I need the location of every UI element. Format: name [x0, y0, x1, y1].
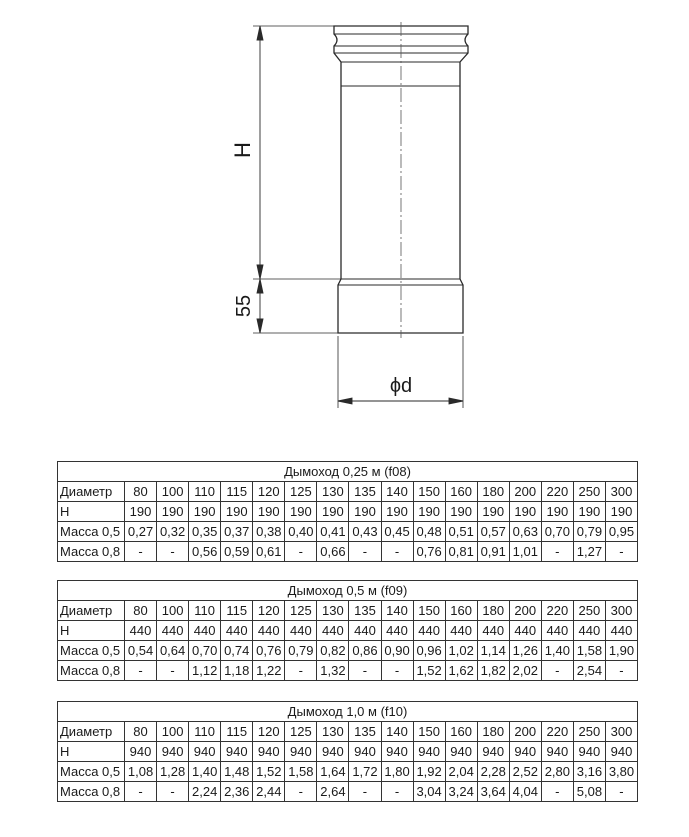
- row-mass-08: [58, 782, 638, 802]
- table-cell: 130: [317, 482, 349, 502]
- table-cell: 125: [285, 601, 317, 621]
- table-cell: 440: [509, 621, 541, 641]
- table-cell: 200: [509, 482, 541, 502]
- table-cell: 1,82: [477, 661, 509, 681]
- table-cell: 2,02: [509, 661, 541, 681]
- table-cell: 1,52: [253, 762, 285, 782]
- table-cell: 190: [381, 502, 413, 522]
- arrow-icon: [257, 319, 263, 333]
- table-cell: 120: [253, 601, 285, 621]
- table-cell: -: [541, 661, 573, 681]
- table-cell: 150: [413, 482, 445, 502]
- table-cell: 140: [381, 722, 413, 742]
- table-cell: 1,62: [445, 661, 477, 681]
- table-cell: 1,32: [317, 661, 349, 681]
- diameter-label: ϕd: [389, 375, 413, 397]
- table-cell: 940: [285, 742, 317, 762]
- arrow-icon: [257, 265, 263, 279]
- table-cell: -: [125, 542, 157, 562]
- table-cell: 940: [157, 742, 189, 762]
- table-cell: 0,51: [445, 522, 477, 542]
- table-cell: 160: [445, 601, 477, 621]
- table-cell: 0,59: [221, 542, 253, 562]
- table-cell: 125: [285, 722, 317, 742]
- table-cell: -: [157, 782, 189, 802]
- table-cell: 0,64: [157, 641, 189, 661]
- row-label: Диаметр: [58, 722, 125, 742]
- table-cell: 190: [413, 502, 445, 522]
- row-label: H: [58, 621, 125, 641]
- table-cell: -: [605, 542, 637, 562]
- table-cell: 190: [285, 502, 317, 522]
- table-cell: 120: [253, 722, 285, 742]
- row-height: [58, 502, 638, 522]
- table-cell: 440: [445, 621, 477, 641]
- table-cell: 0,81: [445, 542, 477, 562]
- row-label: Диаметр: [58, 601, 125, 621]
- table-cell: 4,04: [509, 782, 541, 802]
- table-cell: 1,12: [189, 661, 221, 681]
- table-cell: 940: [221, 742, 253, 762]
- table-cell: 940: [541, 742, 573, 762]
- table-cell: 2,28: [477, 762, 509, 782]
- table-cell: 190: [157, 502, 189, 522]
- row-label: Масса 0,8: [58, 782, 125, 802]
- table-cell: 3,16: [573, 762, 605, 782]
- table-cell: 130: [317, 601, 349, 621]
- table-cell: 2,36: [221, 782, 253, 802]
- table-cell: 115: [221, 722, 253, 742]
- table-cell: -: [605, 661, 637, 681]
- table-cell: 190: [125, 502, 157, 522]
- table-cell: 940: [509, 742, 541, 762]
- table-cell: 0,96: [413, 641, 445, 661]
- table-cell: 180: [477, 722, 509, 742]
- table-cell: -: [381, 661, 413, 681]
- table-cell: 110: [189, 482, 221, 502]
- table-cell: -: [541, 782, 573, 802]
- table-title: Дымоход 1,0 м (f10): [58, 702, 638, 722]
- table-cell: 0,74: [221, 641, 253, 661]
- table-cell: -: [157, 542, 189, 562]
- table-cell: 3,24: [445, 782, 477, 802]
- table-cell: 440: [317, 621, 349, 641]
- table-cell: -: [349, 542, 381, 562]
- table-cell: 125: [285, 482, 317, 502]
- table-cell: 1,64: [317, 762, 349, 782]
- table-cell: 135: [349, 722, 381, 742]
- table-cell: 100: [157, 722, 189, 742]
- row-label: Диаметр: [58, 482, 125, 502]
- arrow-icon: [338, 398, 352, 404]
- row-mass-08: [58, 661, 638, 681]
- table-cell: -: [381, 542, 413, 562]
- table-title-row: [58, 462, 638, 482]
- table-cell: 0,38: [253, 522, 285, 542]
- table-cell: 0,79: [573, 522, 605, 542]
- table-cell: 115: [221, 482, 253, 502]
- table-cell: 0,76: [413, 542, 445, 562]
- offset-label: 55: [233, 294, 255, 318]
- table-cell: 250: [573, 482, 605, 502]
- table-cell: 0,40: [285, 522, 317, 542]
- table-cell: 200: [509, 722, 541, 742]
- table-cell: 0,35: [189, 522, 221, 542]
- table-cell: 1,14: [477, 641, 509, 661]
- table-cell: 250: [573, 722, 605, 742]
- spec-table-05: [57, 580, 638, 681]
- table-cell: 80: [125, 601, 157, 621]
- table-cell: 1,90: [605, 641, 637, 661]
- table-cell: 440: [573, 621, 605, 641]
- table-cell: 0,43: [349, 522, 381, 542]
- table-cell: 1,01: [509, 542, 541, 562]
- row-label: Масса 0,5: [58, 641, 125, 661]
- table-cell: 300: [605, 722, 637, 742]
- table-cell: 1,80: [381, 762, 413, 782]
- table-cell: 180: [477, 482, 509, 502]
- table-cell: 5,08: [573, 782, 605, 802]
- table-cell: 110: [189, 722, 221, 742]
- row-label: Масса 0,5: [58, 762, 125, 782]
- table-cell: 1,58: [573, 641, 605, 661]
- arrow-icon: [257, 26, 263, 40]
- table-cell: 130: [317, 722, 349, 742]
- table-cell: 940: [605, 742, 637, 762]
- table-cell: 0,95: [605, 522, 637, 542]
- table-cell: 80: [125, 482, 157, 502]
- table-cell: 0,27: [125, 522, 157, 542]
- row-label: Масса 0,8: [58, 542, 125, 562]
- table-title: Дымоход 0,5 м (f09): [58, 581, 638, 601]
- table-cell: 0,61: [253, 542, 285, 562]
- table-cell: 190: [189, 502, 221, 522]
- table-cell: 940: [349, 742, 381, 762]
- table-cell: 940: [317, 742, 349, 762]
- row-mass-08: [58, 542, 638, 562]
- row-label: Масса 0,5: [58, 522, 125, 542]
- table-cell: 140: [381, 601, 413, 621]
- row-diameter: [58, 601, 638, 621]
- table-cell: -: [285, 661, 317, 681]
- table-cell: 220: [541, 601, 573, 621]
- table-cell: 940: [573, 742, 605, 762]
- table-cell: 190: [573, 502, 605, 522]
- table-cell: 200: [509, 601, 541, 621]
- table-cell: 440: [349, 621, 381, 641]
- table-cell: 190: [509, 502, 541, 522]
- table-cell: 3,04: [413, 782, 445, 802]
- table-cell: 1,40: [189, 762, 221, 782]
- table-cell: 2,54: [573, 661, 605, 681]
- table-cell: 0,86: [349, 641, 381, 661]
- table-cell: 1,08: [125, 762, 157, 782]
- table-cell: 2,24: [189, 782, 221, 802]
- table-cell: -: [541, 542, 573, 562]
- row-mass-05: [58, 522, 638, 542]
- table-cell: 120: [253, 482, 285, 502]
- table-cell: 940: [477, 742, 509, 762]
- table-cell: 440: [477, 621, 509, 641]
- table-cell: 3,64: [477, 782, 509, 802]
- table-cell: 1,52: [413, 661, 445, 681]
- table-title-row: [58, 702, 638, 722]
- table-cell: 0,45: [381, 522, 413, 542]
- table-cell: 190: [317, 502, 349, 522]
- row-mass-05: [58, 641, 638, 661]
- row-label: H: [58, 742, 125, 762]
- row-diameter: [58, 722, 638, 742]
- table-cell: 110: [189, 601, 221, 621]
- table-title-row: [58, 581, 638, 601]
- table-cell: 1,48: [221, 762, 253, 782]
- table-cell: 0,37: [221, 522, 253, 542]
- row-label: Масса 0,8: [58, 661, 125, 681]
- table-cell: 220: [541, 482, 573, 502]
- table-cell: 1,28: [157, 762, 189, 782]
- table-cell: -: [349, 661, 381, 681]
- table-cell: 440: [157, 621, 189, 641]
- table-cell: 160: [445, 482, 477, 502]
- table-cell: -: [349, 782, 381, 802]
- table-cell: 150: [413, 601, 445, 621]
- row-label: H: [58, 502, 125, 522]
- table-cell: 300: [605, 482, 637, 502]
- table-cell: 940: [253, 742, 285, 762]
- table-cell: 160: [445, 722, 477, 742]
- spec-table-025: [57, 461, 638, 562]
- spec-table-10: [57, 701, 638, 802]
- table-cell: 0,70: [541, 522, 573, 542]
- table-cell: 0,82: [317, 641, 349, 661]
- table-cell: 0,56: [189, 542, 221, 562]
- table-cell: 440: [605, 621, 637, 641]
- table-cell: 135: [349, 482, 381, 502]
- table-cell: 1,40: [541, 641, 573, 661]
- row-mass-05: [58, 762, 638, 782]
- row-diameter: [58, 482, 638, 502]
- table-cell: 440: [541, 621, 573, 641]
- table-cell: 1,92: [413, 762, 445, 782]
- table-cell: 440: [189, 621, 221, 641]
- table-cell: 190: [349, 502, 381, 522]
- table-cell: 0,76: [253, 641, 285, 661]
- table-cell: 0,70: [189, 641, 221, 661]
- table-cell: 440: [221, 621, 253, 641]
- table-cell: 940: [189, 742, 221, 762]
- table-cell: 1,18: [221, 661, 253, 681]
- table-cell: 0,79: [285, 641, 317, 661]
- table-cell: 0,90: [381, 641, 413, 661]
- table-cell: -: [285, 782, 317, 802]
- table-cell: 190: [477, 502, 509, 522]
- table-cell: 180: [477, 601, 509, 621]
- table-cell: 150: [413, 722, 445, 742]
- table-cell: 440: [413, 621, 445, 641]
- table-cell: 250: [573, 601, 605, 621]
- table-cell: 300: [605, 601, 637, 621]
- table-cell: 440: [253, 621, 285, 641]
- table-cell: 440: [285, 621, 317, 641]
- table-cell: -: [125, 782, 157, 802]
- table-cell: -: [381, 782, 413, 802]
- table-cell: 1,72: [349, 762, 381, 782]
- table-cell: 1,02: [445, 641, 477, 661]
- table-cell: 190: [541, 502, 573, 522]
- table-cell: 115: [221, 601, 253, 621]
- table-cell: 940: [381, 742, 413, 762]
- table-cell: 0,41: [317, 522, 349, 542]
- table-cell: 190: [221, 502, 253, 522]
- table-cell: 190: [605, 502, 637, 522]
- table-cell: 3,80: [605, 762, 637, 782]
- table-cell: -: [157, 661, 189, 681]
- table-cell: 1,22: [253, 661, 285, 681]
- table-cell: 135: [349, 601, 381, 621]
- table-cell: 100: [157, 601, 189, 621]
- table-cell: -: [605, 782, 637, 802]
- table-title: Дымоход 0,25 м (f08): [58, 462, 638, 482]
- table-cell: 0,91: [477, 542, 509, 562]
- table-cell: 0,54: [125, 641, 157, 661]
- table-cell: 0,32: [157, 522, 189, 542]
- table-cell: 220: [541, 722, 573, 742]
- table-cell: 0,66: [317, 542, 349, 562]
- table-cell: 0,48: [413, 522, 445, 542]
- table-cell: 2,44: [253, 782, 285, 802]
- table-cell: 440: [125, 621, 157, 641]
- table-cell: 190: [445, 502, 477, 522]
- table-cell: 440: [381, 621, 413, 641]
- table-cell: -: [285, 542, 317, 562]
- table-cell: 2,64: [317, 782, 349, 802]
- height-label: H: [230, 142, 255, 158]
- arrow-icon: [449, 398, 463, 404]
- table-cell: 80: [125, 722, 157, 742]
- table-cell: 1,27: [573, 542, 605, 562]
- table-cell: 2,52: [509, 762, 541, 782]
- table-cell: 1,26: [509, 641, 541, 661]
- table-cell: 2,80: [541, 762, 573, 782]
- table-cell: 0,63: [509, 522, 541, 542]
- table-cell: 940: [125, 742, 157, 762]
- table-cell: 190: [253, 502, 285, 522]
- table-cell: 1,58: [285, 762, 317, 782]
- table-cell: 940: [413, 742, 445, 762]
- arrow-icon: [257, 279, 263, 293]
- table-cell: 100: [157, 482, 189, 502]
- table-cell: -: [125, 661, 157, 681]
- row-height: [58, 742, 638, 762]
- table-cell: 2,04: [445, 762, 477, 782]
- table-cell: 0,57: [477, 522, 509, 542]
- table-cell: 940: [445, 742, 477, 762]
- table-cell: 140: [381, 482, 413, 502]
- row-height: [58, 621, 638, 641]
